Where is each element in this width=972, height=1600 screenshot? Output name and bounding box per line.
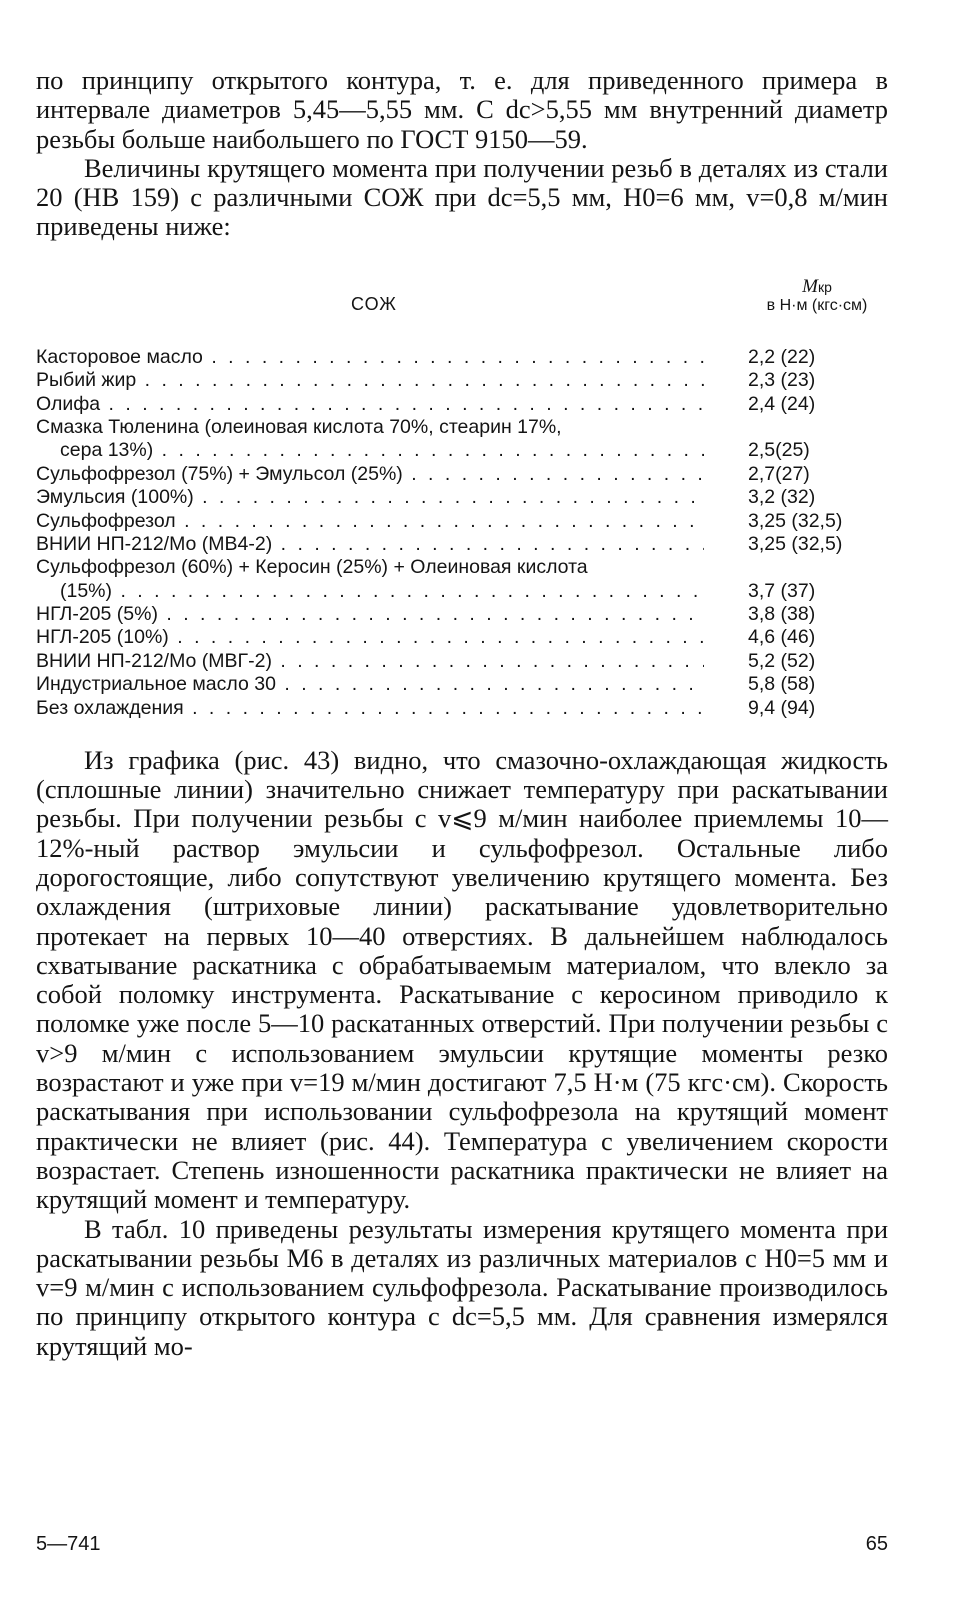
row-torque-value: 2,7(27)	[748, 462, 810, 485]
paragraph-intro-2: Величины крутящего момента при получении резьб в деталях из стали 20 (HB 159) с различными СОЖ при dc=5,5 мм, H0=6 мм, v=0,8 м/мин приведены ниже:	[36, 152, 888, 242]
paragraph-table-10: В табл. 10 приведены результаты измерения крутящего момента при раскатывании резьбы М6 в деталях из различных материалов с H0=5 мм и v=9 м/мин с использованием сульфофрезола. Раскатывание производилось по принципу открытого контура с dc=5,5 мм. Для сравнения измерялся крутящий мо-	[36, 1213, 888, 1361]
table-row	[36, 486, 896, 509]
row-coolant-name: НГЛ-205 (5%) . . .	[36, 603, 704, 626]
row-coolant-name: Сульфофрезол (60%) + Керосин (25%) + Олеиновая кислота	[36, 556, 588, 579]
printer-signature: 5—741	[36, 1533, 101, 1555]
row-coolant-name: Индустриальное масло 30 . . .	[36, 673, 704, 696]
row-torque-value: 4,6 (46)	[748, 626, 816, 649]
table-row	[36, 697, 896, 720]
row-torque-value: 2,3 (23)	[748, 369, 816, 392]
row-torque-value: 5,2 (52)	[748, 649, 816, 672]
table-rows	[36, 346, 896, 720]
table-row	[36, 416, 896, 439]
row-torque-value: 3,2 (32)	[748, 486, 816, 509]
table-row	[36, 393, 896, 416]
table-header	[36, 275, 888, 334]
page-number: 65	[865, 1533, 888, 1555]
row-coolant-name: ВНИИ НП-212/Мо (МВ4-2) . . .	[36, 533, 704, 556]
row-coolant-name: НГЛ-205 (10%) . . .	[36, 626, 704, 649]
table-row	[36, 556, 896, 579]
paragraph-graph-discussion: Из графика (рис. 43) видно, что смазочно-охлаждающая жидкость (сплошные линии) значительно снижает температуру при раскатывании резьбы. При получении резьбы с v⩽9 м/мин наиболее приемлемы 10—12%-ный раствор эмульсии и сульфофрезол. Остальные либо дорогостоящие, либо сопутствуют увеличению крутящего момента. Без охлаждения (штриховые линии) раскатывание удовлетворительно протекает на первых 10—40 отверстиях. В дальнейшем наблюдалось схватывание раскатника с обрабатываемым материалом, что влекло за собой поломку инструмента. Раскатывание с керосином приводило к поломке уже после 5—10 раскатанных отверстий. При получении резьбы с v>9 м/мин с использованием эмульсии крутящие моменты резко возрастают и уже при v=19 м/мин достигают 7,5 Н·м (75 кгс·см). Скорость раскатывания при использовании сульфофрезола на крутящий момент практически не влияет (рис. 44). Температура с увеличением скорости возрастает. Степень изношенности раскатника практически не влияет на крутящий момент и температуру.	[36, 744, 888, 1215]
table-row	[36, 463, 896, 486]
row-coolant-name: Сульфофрезол (75%) + Эмульсол (25%) . . .	[36, 463, 704, 486]
table-row	[36, 673, 896, 696]
table-row	[36, 650, 896, 673]
row-coolant-name: сера 13%) . . .	[36, 439, 704, 462]
paragraph-intro-1: по принципу открытого контура, т. е. для приведенного примера в интервале диаметров 5,45—5,55 мм. С dc>5,55 мм внутренний диаметр резьбы больше наибольшего по ГОСТ 9150—59.	[36, 65, 888, 154]
table-row	[36, 369, 896, 392]
table-row	[36, 510, 896, 533]
table-row	[36, 580, 896, 603]
row-coolant-name: Олифа . . .	[36, 393, 704, 416]
column-header-torque	[732, 275, 902, 315]
table-row	[36, 626, 896, 649]
row-torque-value: 3,25 (32,5)	[748, 509, 843, 532]
column-header-coolant: СОЖ	[351, 293, 397, 314]
row-coolant-name: Без охлаждения . . .	[36, 697, 704, 720]
row-coolant-name: ВНИИ НП-212/Мо (МВГ-2) . . .	[36, 650, 704, 673]
row-coolant-name: Эмульсия (100%) . . .	[36, 486, 704, 509]
row-coolant-name: Сульфофрезол . . .	[36, 510, 704, 533]
table-row	[36, 346, 896, 369]
row-torque-value: 3,8 (38)	[748, 603, 816, 626]
row-coolant-name: Рыбий жир . . .	[36, 369, 704, 392]
row-torque-value: 3,25 (32,5)	[748, 532, 843, 555]
torque-units: в Н·м (кгс·см)	[766, 296, 868, 314]
coolant-torque-table	[36, 275, 888, 719]
row-coolant-name: (15%) . . .	[36, 580, 704, 603]
torque-subscript: кр	[817, 278, 832, 295]
row-coolant-name: Смазка Тюленина (олеиновая кислота 70%, стеарин 17%,	[36, 415, 562, 438]
row-torque-value: 3,7 (37)	[748, 579, 816, 602]
page-content	[36, 66, 888, 1361]
table-row	[36, 439, 896, 462]
table-row	[36, 533, 896, 556]
row-torque-value: 2,2 (22)	[748, 345, 816, 368]
table-row	[36, 603, 896, 626]
row-torque-value: 5,8 (58)	[748, 673, 816, 696]
torque-symbol: M	[802, 275, 818, 297]
row-torque-value: 2,5(25)	[748, 439, 810, 462]
row-coolant-name: Касторовое масло . . .	[36, 346, 704, 369]
row-torque-value: 2,4 (24)	[748, 392, 816, 415]
row-torque-value: 9,4 (94)	[748, 696, 816, 719]
